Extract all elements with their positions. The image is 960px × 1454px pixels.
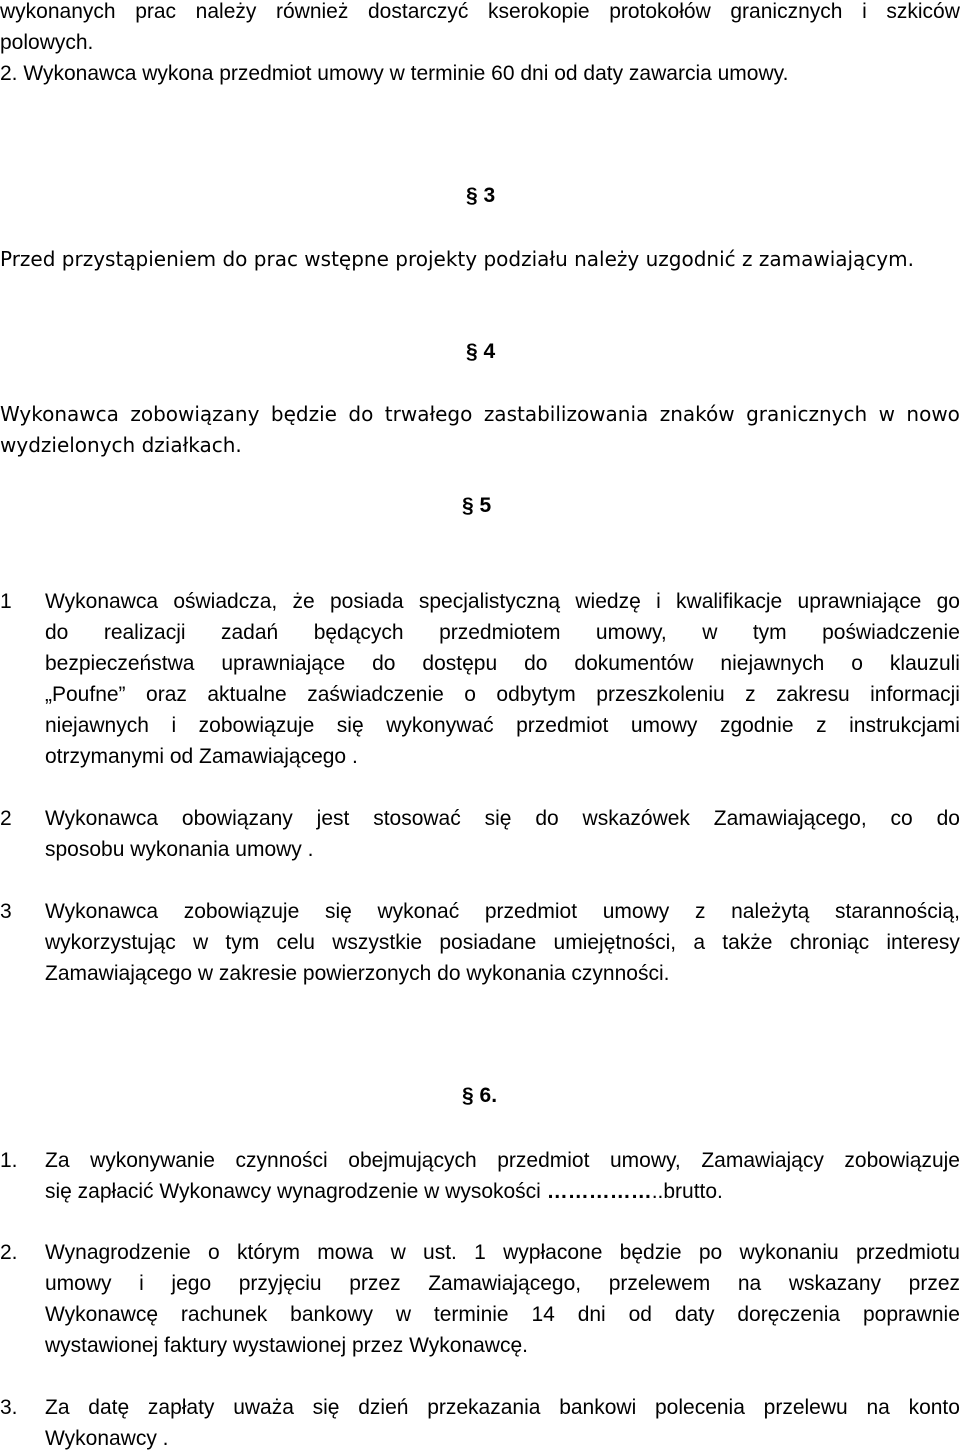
word: polecenia [655,1396,745,1419]
word: Wykonawcę [45,1303,159,1326]
word: do [524,652,548,675]
word: do [535,807,559,830]
s5-p1-line-4 [45,679,960,710]
word: obowiązany [181,807,293,830]
word: chroniąc [789,931,870,954]
amount-blank: …………… [546,1180,652,1203]
word: o [851,652,863,675]
word: posiada [330,590,404,613]
word: obejmujących [348,1149,477,1172]
top-line-3: 2. Wykonawca wykona przedmiot umowy w terminie 60 dni od daty zawarcia umowy. [0,62,789,85]
word: odbytym [496,683,576,706]
word: przez [349,1272,401,1295]
s5-p1-line-2 [45,617,960,648]
word: należytą [731,900,810,923]
word: niejawnych [45,714,149,737]
word: wypłacone [503,1241,603,1264]
word: Wykonawca [45,807,159,830]
word: z [816,714,827,737]
s6-p3-line-1 [45,1392,960,1423]
s5-p1-line-6: otrzymanymi od Zamawiającego . [45,745,358,768]
word: do [372,652,396,675]
word: instrukcjami [849,714,960,737]
word: „Poufne” [45,683,126,706]
s6-p2-line-1 [45,1237,960,1268]
word: do [348,402,374,426]
word: po [698,1241,723,1264]
word: terminie [433,1303,509,1326]
word: daty [674,1303,715,1326]
word: Za [45,1149,70,1172]
s5-p3-line-2 [45,927,960,958]
word: w [395,1303,412,1326]
word: poświadczenie [822,621,960,644]
word: Wykonawca [45,900,159,923]
word: uprawniające [797,590,922,613]
word: będących [313,621,404,644]
word: na [737,1272,762,1295]
word: przedmiot [497,1149,590,1172]
word: zobowiązuje [844,1149,960,1172]
word: przelewu [763,1396,848,1419]
word: zobowiązany [130,402,260,426]
word: do [936,807,960,830]
word: przekazania [427,1396,541,1419]
word: zaświadczenie [307,683,444,706]
word: specjalistyczną [418,590,561,613]
s5-p2-line-2: sposobu wykonania umowy . [45,838,314,861]
s6-p1-number: 1. [0,1149,18,1172]
s6-p1-line-2-text: się zapłacić Wykonawcy wynagrodzenie w wysokości [45,1180,547,1203]
word: zgodnie [719,714,794,737]
brutto-text: ..brutto. [651,1180,723,1203]
word: trwałego [384,402,473,426]
word: umowy, [609,1149,681,1172]
word: Wykonawca [0,402,119,426]
word: uprawniające [221,652,346,675]
s5-p1-line-1 [45,586,960,617]
word: przeszkoleniu [596,683,725,706]
word: umiejętności, [553,931,677,954]
section-6-heading: § 6. [462,1084,498,1107]
word: zobowiązuje [183,900,300,923]
s6-p1-line-1 [45,1145,960,1176]
word: przedmiot [516,714,609,737]
word: umowy [630,714,698,737]
word: bankowi [559,1396,637,1419]
word: co [890,807,913,830]
s5-p3-line-1 [45,896,960,927]
word: dostępu [422,652,498,675]
word: przelewem [608,1272,711,1295]
word: ust. [423,1241,457,1264]
word: umowy [602,900,670,923]
word: informacji [870,683,960,706]
word: należy [195,0,257,23]
word: kwalifikacje [676,590,783,613]
word: się [484,807,512,830]
word: do [45,621,69,644]
word: oraz [146,683,187,706]
s5-p1-line-5 [45,710,960,741]
word: przedmiotu [855,1241,960,1264]
word: klauzuli [889,652,960,675]
section-4-line-1 [0,399,960,430]
word: niejawnych [720,652,825,675]
word: czynności [235,1149,328,1172]
word: którym [236,1241,300,1264]
word: bankowy [290,1303,374,1326]
word: również [276,0,349,23]
word: poprawnie [862,1303,960,1326]
word: zadań [221,621,279,644]
word: zobowiązuje [198,714,315,737]
s5-p3-line-3: Zamawiającego w zakresie powierzonych do wykonania czynności. [45,962,670,985]
word: wiedzę [575,590,641,613]
word: dostarczyć [368,0,469,23]
word: przedmiotem [439,621,561,644]
word: przyjęciu [238,1272,322,1295]
word: starannością, [835,900,960,923]
word: realizacji [103,621,186,644]
s5-p1-line-3 [45,648,960,679]
word: Zamawiającego, [713,807,867,830]
word: przedmiot [484,900,578,923]
word: posiadane [439,931,537,954]
word: dni [577,1303,606,1326]
word: w [702,621,718,644]
word: 14 [531,1303,555,1326]
s5-p3-number: 3 [0,900,12,923]
section-3-text: Przed przystąpieniem do prac wstępne projekty podziału należy uzgodnić z zamawiającym. [0,247,914,271]
top-line-1 [0,0,960,27]
word: protokołów [609,0,711,23]
word: wykonywać [386,714,494,737]
word: i [862,0,867,23]
word: rachunek [180,1303,268,1326]
word: granicznych [746,402,868,426]
word: oświadcza, [173,590,278,613]
s6-p2-line-3 [45,1299,960,1330]
s6-p2-line-4: wystawionej faktury wystawionej przez Wykonawcę. [45,1334,528,1357]
word: dzień [358,1396,409,1419]
word: z [745,683,756,706]
word: bezpieczeństwa [45,652,195,675]
word: wskazówek [582,807,690,830]
word: będzie [270,402,337,426]
word: prac [135,0,177,23]
word: tym [225,931,260,954]
word: wykonać [377,900,460,923]
word: celu [276,931,315,954]
word: i [139,1272,144,1295]
word: jest [316,807,350,830]
word: go [936,590,960,613]
word: się [336,714,364,737]
word: a [693,931,706,954]
word: przez [908,1272,960,1295]
word: wskazany [788,1272,882,1295]
word: Wynagrodzenie [45,1241,191,1264]
word: konto [908,1396,960,1419]
word: umowy [45,1272,112,1295]
s6-p1-line-2 [45,1176,723,1207]
word: granicznych [730,0,843,23]
word: o [464,683,476,706]
word: wykonanych [0,0,116,23]
word: o [208,1241,220,1264]
word: szkiców [886,0,960,23]
s5-p2-number: 2 [0,807,12,830]
word: zakresu [776,683,850,706]
word: interesy [886,931,960,954]
s6-p2-line-2 [45,1268,960,1299]
word: kserokopie [488,0,590,23]
s6-p3-line-2: Wykonawcy . [45,1427,169,1450]
word: Za [45,1396,70,1419]
s6-p2-number: 2. [0,1241,18,1264]
word: się [324,900,352,923]
top-line-2: polowych. [0,31,94,54]
word: tym [752,621,787,644]
word: mowa [317,1241,374,1264]
word: znaków [659,402,735,426]
section-3-heading: § 3 [466,184,496,207]
word: stosować [373,807,461,830]
word: z [694,900,706,923]
section-4-line-2: wydzielonych działkach. [0,433,242,457]
word: zastabilizowania [483,402,649,426]
word: 1 [474,1241,486,1264]
word: Zamawiającego, [428,1272,582,1295]
word: i [171,714,177,737]
section-4-heading: § 4 [466,340,496,363]
word: także [722,931,773,954]
word: w [192,931,209,954]
s5-p2-line-1 [45,803,960,834]
word: i [656,590,661,613]
word: wykonywanie [90,1149,215,1172]
word: aktualne [207,683,287,706]
section-5-heading: § 5 [462,494,492,517]
word: umowy, [595,621,667,644]
word: Wykonawca [45,590,159,613]
word: że [292,590,315,613]
word: jego [171,1272,212,1295]
s5-p1-number: 1 [0,590,12,613]
word: uważa [233,1396,294,1419]
word: wykonaniu [739,1241,839,1264]
word: na [866,1396,890,1419]
word: wykorzystując [45,931,176,954]
word: nowo [906,402,960,426]
word: w [878,402,895,426]
s6-p3-number: 3. [0,1396,18,1419]
word: wszystkie [332,931,423,954]
word: Zamawiający [701,1149,824,1172]
word: od [628,1303,652,1326]
word: się [312,1396,340,1419]
word: zapłaty [147,1396,215,1419]
word: datę [88,1396,130,1419]
word: dokumentów [574,652,694,675]
word: doręczenia [737,1303,841,1326]
word: w [390,1241,406,1264]
word: będzie [619,1241,682,1264]
